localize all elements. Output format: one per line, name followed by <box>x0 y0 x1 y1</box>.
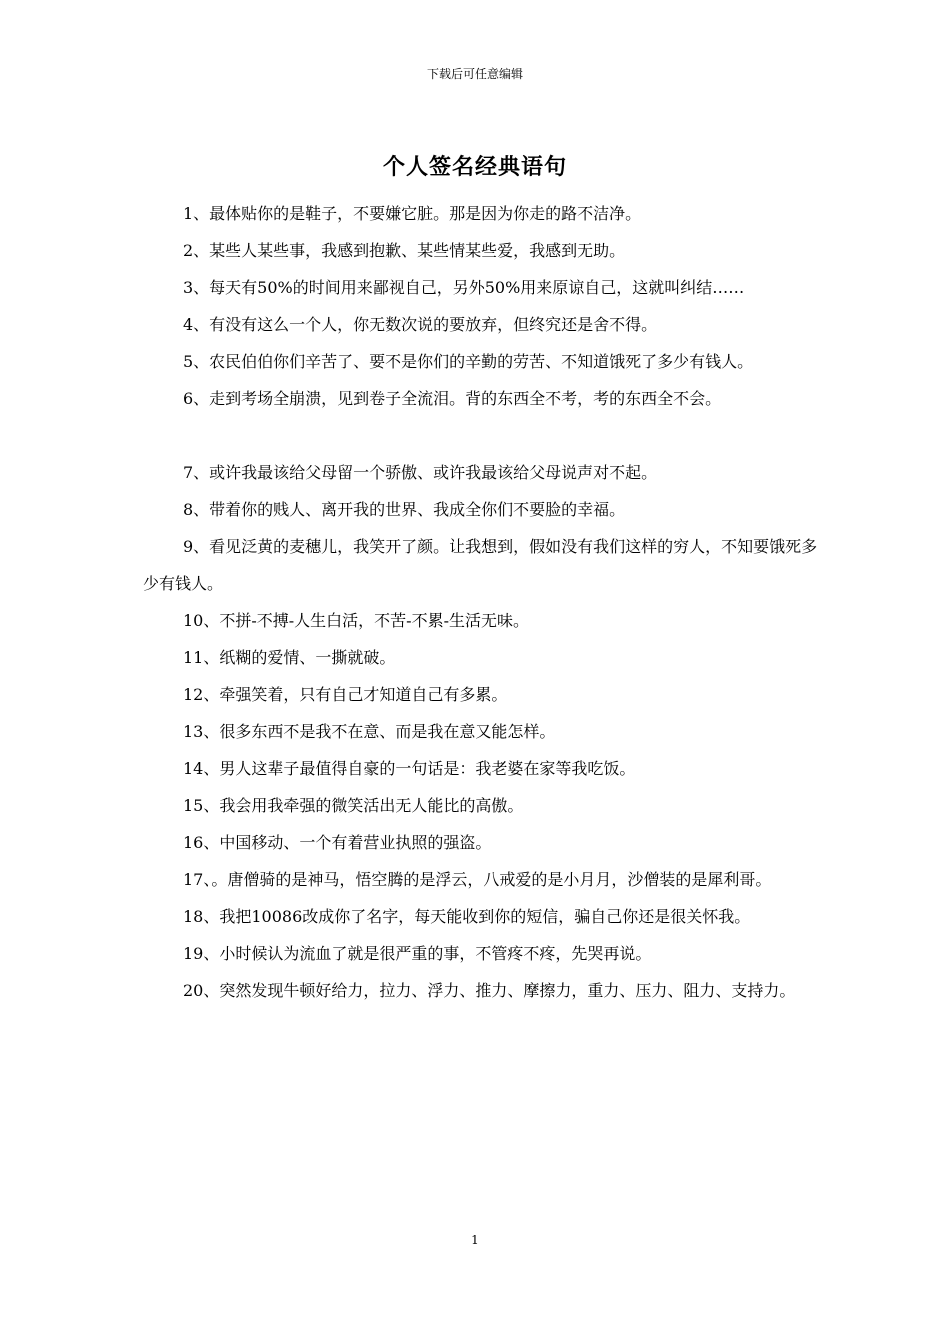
list-item: 12、牵强笑着，只有自己才知道自己有多累。 <box>183 685 508 704</box>
list-item: 18、我把10086改成你了名字，每天能收到你的短信，骗自己你还是很关怀我。 <box>183 907 751 926</box>
list-item: 1、最体贴你的是鞋子，不要嫌它脏。那是因为你走的路不洁净。 <box>183 204 642 223</box>
list-item: 17、。唐僧骑的是神马，悟空腾的是浮云，八戒爱的是小月月，沙僧装的是犀利哥。 <box>183 870 772 889</box>
page-number: 1 <box>471 1233 479 1247</box>
document-title: 个人签名经典语句 <box>382 154 567 180</box>
document-body <box>143 195 823 1009</box>
list-item: 11、纸糊的爱情、一撕就破。 <box>183 648 396 667</box>
list-item: 9、看见泛黄的麦穗儿，我笑开了颜。让我想到，假如没有我们这样的穷人，不知要饿死多少有钱人。 <box>143 537 818 593</box>
page-header: 下载后可任意编辑 <box>426 67 523 81</box>
list-item: 15、我会用我牵强的微笑活出无人能比的高傲。 <box>183 796 524 815</box>
list-item: 4、有没有这么一个人，你无数次说的要放弃，但终究还是舍不得。 <box>183 315 658 334</box>
list-item: 16、中国移动、一个有着营业执照的强盗。 <box>183 833 492 852</box>
list-item: 8、带着你的贱人、离开我的世界、我成全你们不要脸的幸福。 <box>183 500 626 519</box>
list-item: 14、男人这辈子最值得自豪的一句话是：我老婆在家等我吃饭。 <box>183 759 636 778</box>
list-item: 6、走到考场全崩溃，见到卷子全流泪。背的东西全不考，考的东西全不会。 <box>183 389 722 408</box>
list-item: 19、小时候认为流血了就是很严重的事，不管疼不疼，先哭再说。 <box>183 944 652 963</box>
list-item: 5、农民伯伯你们辛苦了、要不是你们的辛勤的劳苦、不知道饿死了多少有钱人。 <box>183 352 754 371</box>
list-item: 20、突然发现牛顿好给力，拉力、浮力、推力、摩擦力，重力、压力、阻力、支持力。 <box>183 981 796 1000</box>
list-item: 13、很多东西不是我不在意、而是我在意又能怎样。 <box>183 722 556 741</box>
list-item: 2、某些人某些事，我感到抱歉、某些情某些爱，我感到无助。 <box>183 241 626 260</box>
list-item: 3、每天有50%的时间用来鄙视自己，另外50%用来原谅自己，这就叫纠结…… <box>183 278 745 297</box>
list-item: 7、或许我最该给父母留一个骄傲、或许我最该给父母说声对不起。 <box>183 463 658 482</box>
list-item: 10、不拼-不搏-人生白活，不苦-不累-生活无味。 <box>183 611 529 630</box>
